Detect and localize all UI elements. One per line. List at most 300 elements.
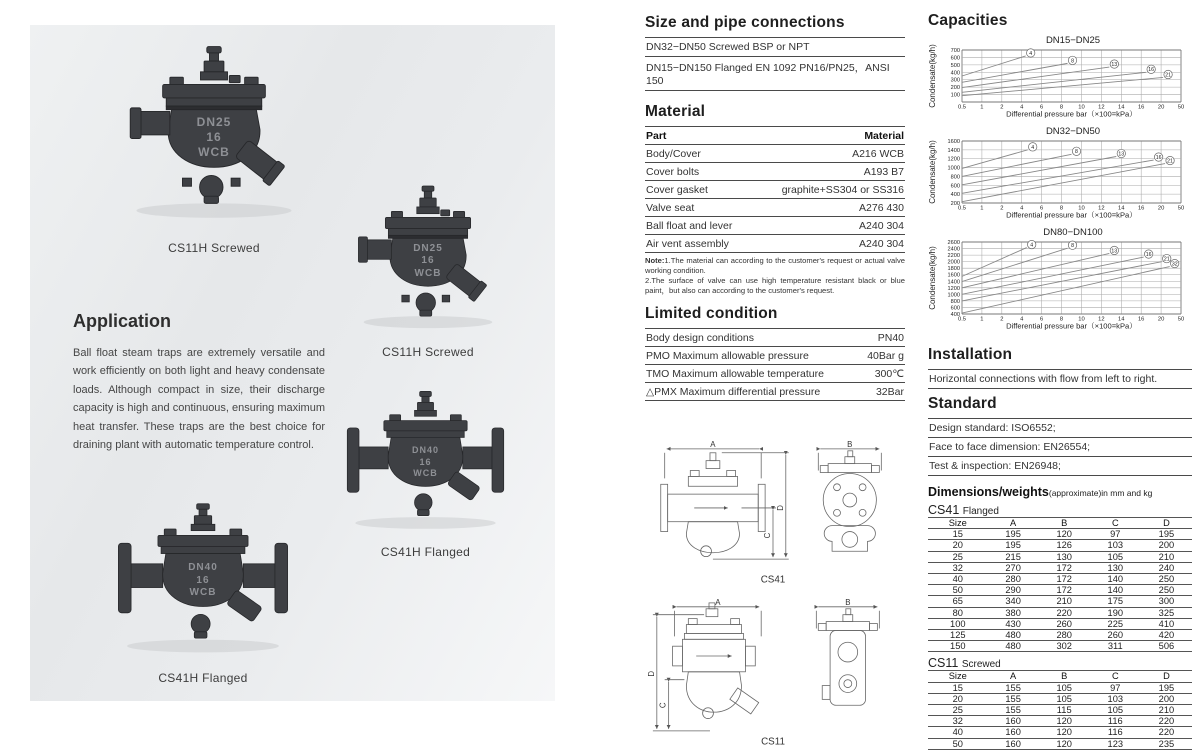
svg-text:6: 6 xyxy=(1040,316,1044,323)
standard-list xyxy=(928,418,1192,476)
dim-table-name: CS41 xyxy=(928,503,963,517)
standard-title: Standard xyxy=(928,395,997,412)
dim-table-row xyxy=(928,738,1192,749)
svg-text:20: 20 xyxy=(1157,205,1165,212)
dim-cell: 220 xyxy=(1141,727,1192,738)
dim-cell: 506 xyxy=(1141,641,1192,652)
drawing-cs11 xyxy=(645,595,905,751)
application-title: Application xyxy=(73,311,171,331)
svg-text:21: 21 xyxy=(1163,256,1170,263)
dim-cell: 103 xyxy=(1090,693,1141,704)
svg-text:6: 6 xyxy=(1040,104,1044,111)
material-row xyxy=(645,163,905,181)
dim-c-label: C xyxy=(763,533,773,539)
svg-text:14: 14 xyxy=(1118,316,1125,323)
dim-cell: 225 xyxy=(1090,618,1141,629)
svg-text:700: 700 xyxy=(950,48,960,54)
limited-condition-row xyxy=(645,347,905,365)
product-label: CS11H Screwed xyxy=(168,241,260,255)
dim-table-row xyxy=(928,551,1192,562)
dim-cell: 50 xyxy=(928,738,988,749)
dim-cell: 190 xyxy=(1090,607,1141,618)
svg-text:1: 1 xyxy=(980,316,984,323)
limited-condition-row xyxy=(645,365,905,383)
dim-table-row xyxy=(928,682,1192,693)
svg-text:1200: 1200 xyxy=(947,156,960,163)
svg-text:4: 4 xyxy=(1030,242,1034,249)
dim-cell: 175 xyxy=(1090,596,1141,607)
svg-text:1000: 1000 xyxy=(947,165,960,172)
dim-table-row xyxy=(928,705,1192,716)
valve-marking: 16 xyxy=(421,255,435,267)
size-connections-list xyxy=(645,37,905,91)
svg-text:2000: 2000 xyxy=(947,259,960,266)
svg-text:32: 32 xyxy=(1171,261,1178,268)
dim-header-row xyxy=(928,671,1192,682)
row-value: 32Bar xyxy=(875,385,904,398)
product-label: CS41H Flanged xyxy=(380,545,471,559)
dim-table-row xyxy=(928,562,1192,573)
svg-text:600: 600 xyxy=(950,305,960,312)
row-label: PMO Maximum allowable pressure xyxy=(646,349,809,362)
row-label: Cover gasket xyxy=(646,183,708,196)
svg-text:4: 4 xyxy=(1020,316,1024,323)
product-photo-1 xyxy=(100,43,328,255)
dim-cell: 150 xyxy=(928,641,988,652)
row-value: A216 WCB xyxy=(852,147,904,160)
table-header-row xyxy=(645,126,905,145)
dim-cell: 130 xyxy=(1039,551,1090,562)
dim-table-row xyxy=(928,596,1192,607)
application-text: Ball float steam traps are extremely versatile and work efficiently on both light and heavy condensate loads. Although compact in size, their discharge capacity is high and continuous, ensuring maximum heat transfer. These traps are the best choice for draining plant with automatic temperature control. xyxy=(73,347,325,452)
drawing-cs41-label: CS41 xyxy=(760,575,786,587)
chart-block xyxy=(928,227,1192,336)
svg-text:2200: 2200 xyxy=(947,253,960,260)
dim-cell: 410 xyxy=(1141,618,1192,629)
valve-marking: 16 xyxy=(206,130,222,145)
dim-cell: 430 xyxy=(988,618,1039,629)
dim-cell: 15 xyxy=(928,529,988,540)
limited-condition-title: Limited condition xyxy=(645,305,778,323)
dim-cell: 115 xyxy=(1039,705,1090,716)
capacity-chart xyxy=(928,239,1190,331)
product-photo-3 xyxy=(318,387,533,559)
dim-header-cell: D xyxy=(1141,518,1192,529)
dim-table-title xyxy=(928,503,1192,517)
dim-cell: 172 xyxy=(1039,574,1090,585)
dim-cell: 32 xyxy=(928,562,988,573)
capacity-chart xyxy=(928,44,1190,119)
dim-cell: 155 xyxy=(988,682,1039,693)
dim-cell: 200 xyxy=(1141,540,1192,551)
svg-text:16: 16 xyxy=(1155,154,1162,161)
dim-cell: 97 xyxy=(1090,529,1141,540)
dim-cell: 325 xyxy=(1141,607,1192,618)
dim-cell: 215 xyxy=(988,551,1039,562)
dim-cell: 40 xyxy=(928,574,988,585)
svg-text:21: 21 xyxy=(1167,158,1173,165)
svg-text:800: 800 xyxy=(950,298,960,305)
dim-cell: 220 xyxy=(1141,716,1192,727)
chart-title: DN15−DN25 xyxy=(1045,35,1101,46)
dim-cell: 120 xyxy=(1039,716,1090,727)
dim-cell: 155 xyxy=(988,693,1039,704)
chart-title: DN32−DN50 xyxy=(1045,126,1101,137)
row-value: A240 304 xyxy=(859,219,904,232)
dimension-table xyxy=(928,517,1192,652)
svg-text:1200: 1200 xyxy=(947,285,960,292)
dim-cell: 195 xyxy=(988,540,1039,551)
material-title: Material xyxy=(645,103,706,120)
limited-condition-row xyxy=(645,383,905,401)
svg-text:1000: 1000 xyxy=(947,292,960,299)
dim-b-label: B xyxy=(847,440,853,450)
material-table xyxy=(645,126,905,253)
svg-text:Differential pressure bar（×100: Differential pressure bar（×100=kPa） xyxy=(1006,210,1137,220)
dim-cell: 125 xyxy=(928,630,988,641)
dim-cell: 50 xyxy=(928,585,988,596)
dim-cell: 420 xyxy=(1141,630,1192,641)
valve-marking: DN25 xyxy=(413,242,443,254)
flanged-valve-image xyxy=(88,499,318,657)
dim-cell: 120 xyxy=(1039,738,1090,749)
dim-header-cell: B xyxy=(1039,671,1090,682)
application-section xyxy=(73,311,325,455)
dimensions-title-main: Dimensions/weights xyxy=(928,485,1049,499)
dim-cell: 126 xyxy=(1039,540,1090,551)
product-photo-2 xyxy=(333,183,523,359)
svg-text:16: 16 xyxy=(1145,251,1152,258)
dim-b-label: B xyxy=(845,597,851,607)
svg-text:2: 2 xyxy=(1000,205,1004,212)
dim-cell: 480 xyxy=(988,630,1039,641)
material-row xyxy=(645,181,905,199)
row-value: 40Bar g xyxy=(867,349,904,362)
note-label: Note: xyxy=(645,256,665,265)
svg-text:1400: 1400 xyxy=(947,147,960,154)
dim-cell: 160 xyxy=(988,738,1039,749)
standard-row: Test & inspection: EN26948; xyxy=(928,457,1192,476)
svg-text:0.5: 0.5 xyxy=(957,104,967,111)
dimension-tables xyxy=(928,503,1192,750)
dim-cell: 210 xyxy=(1039,596,1090,607)
dim-cell: 103 xyxy=(1090,540,1141,551)
valve-marking: 16 xyxy=(196,574,210,586)
svg-text:800: 800 xyxy=(950,174,960,181)
chart-ylabel: Condensate(kg/h) xyxy=(928,44,937,108)
svg-text:16: 16 xyxy=(1137,104,1145,111)
right-column xyxy=(928,0,1192,750)
svg-text:1: 1 xyxy=(980,104,984,111)
svg-text:20: 20 xyxy=(1157,104,1165,111)
dim-cell: 80 xyxy=(928,607,988,618)
screwed-valve-image xyxy=(333,183,523,333)
svg-text:4: 4 xyxy=(1031,144,1035,151)
dim-cell: 120 xyxy=(1039,529,1090,540)
header-cell: Part xyxy=(646,129,667,142)
row-label: TMO Maximum allowable temperature xyxy=(646,367,824,380)
valve-marking: WCB xyxy=(198,145,230,160)
row-label: Valve seat xyxy=(646,201,695,214)
installation-title: Installation xyxy=(928,346,1013,363)
svg-text:10: 10 xyxy=(1078,316,1085,323)
header-cell: Material xyxy=(864,129,904,142)
limited-condition-row xyxy=(645,328,905,347)
svg-text:200: 200 xyxy=(950,85,960,92)
dim-header-cell: C xyxy=(1090,518,1141,529)
svg-text:4: 4 xyxy=(1029,50,1033,57)
svg-text:16: 16 xyxy=(1148,67,1155,74)
valve-marking: WCB xyxy=(414,267,442,279)
svg-text:1800: 1800 xyxy=(947,266,960,273)
row-label: Ball float and lever xyxy=(646,219,733,232)
svg-text:4: 4 xyxy=(1020,205,1024,212)
flanged-valve-image xyxy=(318,387,533,533)
svg-text:200: 200 xyxy=(950,201,960,207)
svg-text:600: 600 xyxy=(950,55,960,62)
svg-text:300: 300 xyxy=(950,77,960,84)
dim-a-label: A xyxy=(710,440,716,450)
dim-cell: 97 xyxy=(1090,682,1141,693)
dim-cell: 105 xyxy=(1090,705,1141,716)
dim-cell: 280 xyxy=(988,574,1039,585)
dim-table-name: CS11 xyxy=(928,656,962,671)
row-label: △PMX Maximum differential pressure xyxy=(646,385,821,398)
valve-marking: DN40 xyxy=(188,562,218,574)
dim-cell: 290 xyxy=(988,585,1039,596)
dim-cell: 200 xyxy=(1141,693,1192,704)
row-value: A276 430 xyxy=(859,201,904,214)
dim-cell: 140 xyxy=(1090,585,1141,596)
dim-cell: 172 xyxy=(1039,585,1090,596)
svg-text:8: 8 xyxy=(1071,58,1074,65)
capacity-chart xyxy=(928,138,1190,220)
dim-cell: 280 xyxy=(1039,630,1090,641)
dim-cell: 300 xyxy=(1141,596,1192,607)
valve-marking: WCB xyxy=(413,467,438,478)
dim-cell: 235 xyxy=(1141,738,1192,749)
row-value: A240 304 xyxy=(859,237,904,250)
row-value: PN40 xyxy=(877,331,904,344)
svg-text:400: 400 xyxy=(950,312,960,318)
dim-cell: 195 xyxy=(1141,682,1192,693)
dim-cell: 380 xyxy=(988,607,1039,618)
svg-text:13: 13 xyxy=(1118,151,1125,158)
size-connection-row: DN32−DN50 Screwed BSP or NPT xyxy=(645,37,905,57)
svg-text:2600: 2600 xyxy=(947,240,960,246)
dim-d-label: D xyxy=(646,671,656,677)
svg-text:1600: 1600 xyxy=(947,272,960,279)
dim-cell: 32 xyxy=(928,716,988,727)
dim-table-row xyxy=(928,618,1192,629)
chart-block xyxy=(928,126,1192,225)
limited-condition-table xyxy=(645,328,905,401)
drawing-cs11-label: CS11 xyxy=(761,736,785,748)
dim-cell: 100 xyxy=(928,618,988,629)
svg-text:50: 50 xyxy=(1177,316,1185,323)
dim-cell: 220 xyxy=(1039,607,1090,618)
valve-marking: DN25 xyxy=(196,115,232,130)
svg-text:0.5: 0.5 xyxy=(957,316,967,323)
chart-ylabel: Condensate(kg/h) xyxy=(928,140,937,204)
dim-table-row xyxy=(928,540,1192,551)
svg-text:21: 21 xyxy=(1165,72,1171,79)
row-label: Cover bolts xyxy=(646,165,700,178)
svg-text:8: 8 xyxy=(1059,104,1064,111)
dim-cell: 120 xyxy=(1039,727,1090,738)
svg-text:8: 8 xyxy=(1059,205,1064,212)
dim-cell: 160 xyxy=(988,716,1039,727)
svg-text:50: 50 xyxy=(1177,104,1185,111)
dim-table-type: Screwed xyxy=(961,659,1001,671)
dim-cell: 250 xyxy=(1141,574,1192,585)
svg-text:500: 500 xyxy=(950,62,960,69)
svg-text:8: 8 xyxy=(1075,149,1078,156)
dim-cell: 65 xyxy=(928,596,988,607)
dim-cell: 340 xyxy=(988,596,1039,607)
product-label: CS41H Flanged xyxy=(158,671,248,685)
svg-text:0.5: 0.5 xyxy=(957,205,967,212)
dim-d-label: D xyxy=(775,505,785,512)
row-value: 300℃ xyxy=(874,367,904,380)
svg-text:6: 6 xyxy=(1040,205,1044,212)
dim-cell: 195 xyxy=(1141,529,1192,540)
svg-text:1: 1 xyxy=(980,205,984,212)
capacity-charts xyxy=(928,35,1192,336)
dim-cell: 105 xyxy=(1039,682,1090,693)
svg-text:100: 100 xyxy=(950,92,960,99)
dim-cell: 260 xyxy=(1039,618,1090,629)
svg-text:12: 12 xyxy=(1098,316,1105,323)
screwed-valve-image xyxy=(100,43,328,223)
dim-cell: 195 xyxy=(988,529,1039,540)
svg-text:4: 4 xyxy=(1020,104,1024,111)
svg-text:1400: 1400 xyxy=(947,279,960,286)
dim-cell: 480 xyxy=(988,641,1039,652)
product-label: CS11H Screwed xyxy=(382,345,474,359)
svg-text:13: 13 xyxy=(1111,248,1118,255)
row-label: Air vent assembly xyxy=(646,237,729,250)
row-value: graphite+SS304 or SS316 xyxy=(781,183,904,196)
svg-text:12: 12 xyxy=(1098,205,1105,212)
dimensions-title-suffix: (approximate)in mm and kg xyxy=(1048,488,1153,498)
dim-cell: 270 xyxy=(988,562,1039,573)
dim-header-cell: A xyxy=(988,671,1039,682)
dim-cell: 25 xyxy=(928,551,988,562)
dim-cell: 40 xyxy=(928,727,988,738)
material-row xyxy=(645,217,905,235)
chart-title: DN80−DN100 xyxy=(1043,227,1103,238)
dim-cell: 116 xyxy=(1090,716,1141,727)
svg-text:2: 2 xyxy=(1000,316,1004,323)
dim-cell: 210 xyxy=(1141,551,1192,562)
standard-row: Design standard: ISO6552; xyxy=(928,418,1192,438)
dim-header-cell: D xyxy=(1141,671,1192,682)
dim-table-row xyxy=(928,607,1192,618)
valve-marking: 16 xyxy=(419,456,432,467)
dim-table-row xyxy=(928,585,1192,596)
chart-block xyxy=(928,35,1192,124)
dim-table-type: Flanged xyxy=(962,506,999,517)
dim-table-row xyxy=(928,727,1192,738)
size-connections-title: Size and pipe connections xyxy=(645,14,845,31)
row-label: Body design conditions xyxy=(646,331,754,344)
material-row xyxy=(645,235,905,253)
dim-cell: 20 xyxy=(928,540,988,551)
material-note: Note:1.The material can according to the customer's request or actual valve working condition. 2.The surface of valve can use high temperature resistant black or blue paint，but also can according to the customer's request. xyxy=(645,256,905,295)
svg-text:14: 14 xyxy=(1118,205,1125,212)
dim-cell: 130 xyxy=(1090,562,1141,573)
dim-header-row xyxy=(928,518,1192,529)
dim-table-row xyxy=(928,529,1192,540)
svg-text:13: 13 xyxy=(1111,61,1118,68)
dim-cell: 210 xyxy=(1141,705,1192,716)
dim-cell: 123 xyxy=(1090,738,1141,749)
svg-text:16: 16 xyxy=(1137,205,1145,212)
dim-table-row xyxy=(928,716,1192,727)
dim-header-cell: C xyxy=(1090,671,1141,682)
material-row xyxy=(645,199,905,217)
product-photo-panel xyxy=(30,25,555,701)
dim-header-cell: A xyxy=(988,518,1039,529)
dim-cell: 160 xyxy=(988,727,1039,738)
dim-table-row xyxy=(928,641,1192,652)
valve-marking: WCB xyxy=(189,587,217,599)
svg-text:400: 400 xyxy=(950,70,960,77)
dimension-table xyxy=(928,670,1192,749)
dim-cell: 105 xyxy=(1090,551,1141,562)
dim-cell: 250 xyxy=(1141,585,1192,596)
row-label: Body/Cover xyxy=(646,147,701,160)
dim-cell: 260 xyxy=(1090,630,1141,641)
dim-cell: 311 xyxy=(1090,641,1141,652)
svg-text:400: 400 xyxy=(950,192,960,199)
svg-text:8: 8 xyxy=(1071,243,1074,250)
svg-text:Differential pressure bar（×100: Differential pressure bar（×100=kPa） xyxy=(1006,109,1137,119)
svg-text:20: 20 xyxy=(1157,316,1165,323)
dim-cell: 172 xyxy=(1039,562,1090,573)
chart-ylabel: Condensate(kg/h) xyxy=(928,246,937,310)
dimensions-title xyxy=(928,485,1192,499)
svg-text:1600: 1600 xyxy=(947,139,960,145)
svg-text:600: 600 xyxy=(950,183,960,190)
dim-header-cell: Size xyxy=(928,518,988,529)
svg-text:12: 12 xyxy=(1098,104,1105,111)
installation-row: Horizontal connections with flow from left to right. xyxy=(928,369,1192,389)
dim-table-row xyxy=(928,693,1192,704)
dim-cell: 140 xyxy=(1090,574,1141,585)
dim-cell: 15 xyxy=(928,682,988,693)
capacities-title: Capacities xyxy=(928,12,1008,29)
installation-list xyxy=(928,369,1192,389)
row-value: A193 B7 xyxy=(863,165,904,178)
dim-cell: 155 xyxy=(988,705,1039,716)
svg-text:14: 14 xyxy=(1118,104,1125,111)
dim-cell: 105 xyxy=(1039,693,1090,704)
svg-text:10: 10 xyxy=(1078,104,1085,111)
svg-text:2: 2 xyxy=(1000,104,1004,111)
dim-cell: 20 xyxy=(928,693,988,704)
dim-cell: 25 xyxy=(928,705,988,716)
dim-table-title xyxy=(928,656,1192,670)
standard-row: Face to face dimension: EN26554; xyxy=(928,438,1192,457)
svg-text:10: 10 xyxy=(1078,205,1085,212)
product-photo-4 xyxy=(88,499,318,685)
size-connection-row: DN15−DN150 Flanged EN 1092 PN16/PN25，ANSI 150 xyxy=(645,57,905,91)
dim-cell: 302 xyxy=(1039,641,1090,652)
svg-text:50: 50 xyxy=(1177,205,1185,212)
dim-header-cell: Size xyxy=(928,671,988,682)
